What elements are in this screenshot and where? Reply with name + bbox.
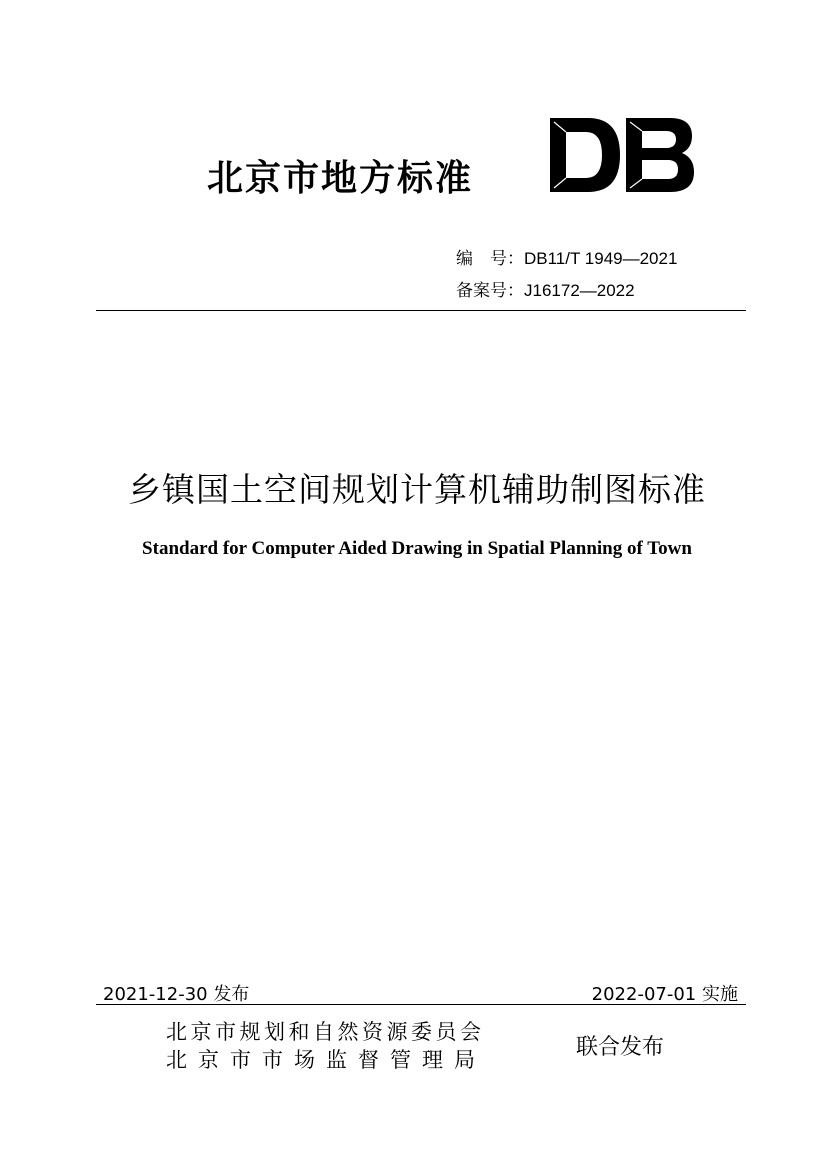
issuer-line-1: 北京市规划和自然资源委员会 <box>166 1020 485 1044</box>
top-divider <box>96 310 746 311</box>
issuer-line-2: 北京市市场监督管理局 <box>166 1048 486 1072</box>
joint-issue-label: 联合发布 <box>576 1035 665 1060</box>
bottom-divider <box>96 1004 746 1005</box>
document-title-chinese: 乡镇国土空间规划计算机辅助制图标准 <box>128 470 706 509</box>
record-number-value: J16172—2022 <box>524 281 635 300</box>
db-logo-b <box>626 118 694 192</box>
implement-date: 2022-07-01 实施 <box>591 984 738 1005</box>
standard-number-value: DB11/T 1949—2021 <box>524 249 678 268</box>
standard-type-title: 北京市地方标准 <box>207 157 474 199</box>
standard-number <box>456 244 677 269</box>
record-number <box>456 276 635 301</box>
document-title-english: Standard for Computer Aided Drawing in Spatial Planning of Town <box>142 538 692 559</box>
publish-date: 2021-12-30 发布 <box>103 984 250 1005</box>
db-logo <box>546 116 696 194</box>
standard-number-label: 编 号： <box>456 249 524 269</box>
db-logo-d <box>550 118 620 192</box>
record-number-label: 备案号： <box>456 281 524 301</box>
